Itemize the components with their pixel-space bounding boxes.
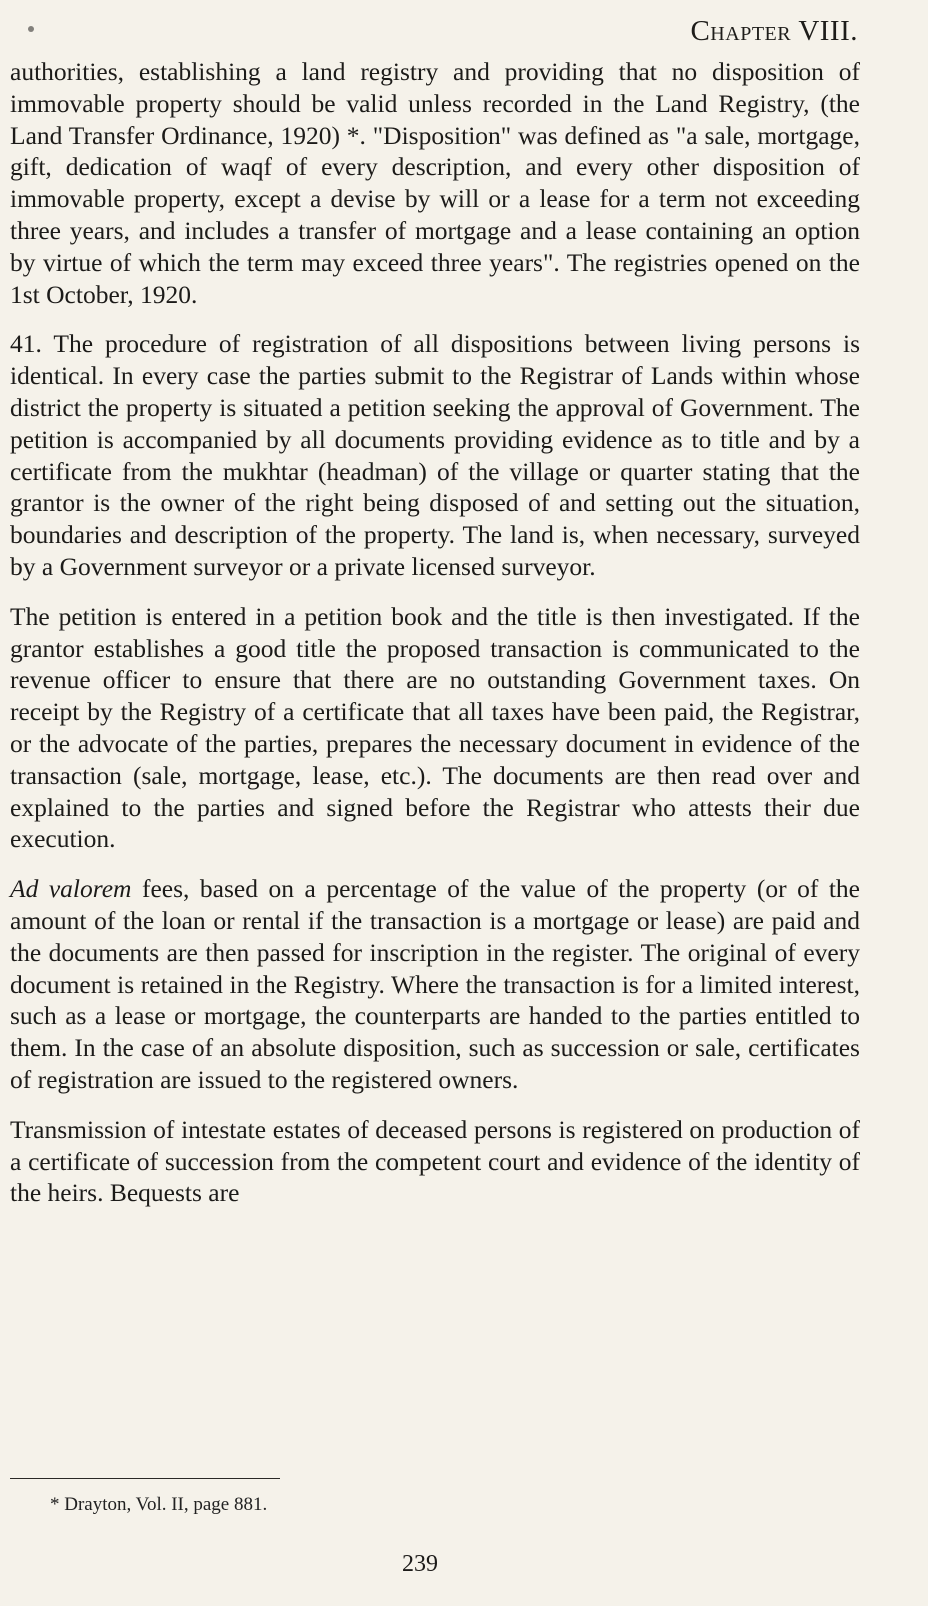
paragraph-text: Transmission of intestate estates of deceased persons is registered on production of a certificate of succession from the competent court and evidence of the identity of the heirs. Bequests are [10, 1114, 860, 1208]
paragraph-text: authorities, establishing a land registry and providing that no disposition of immovable property should be valid unless recorded in the Land Registry, (the Land Transfer Ordinance, 1920) *. "Disposition" was defined as "a sale, mortgage, gift, dedication of waqf of every description, and every other disposition of immovable property, except a devise by will or a lease for a term not exceeding three years, and includes a transfer of mortgage and a lease containing an option by virtue of which the term may exceed three years". The registries opened on the 1st October, 1920. [10, 57, 860, 309]
italic-lead: Ad valorem [10, 874, 132, 904]
footnote: * Drayton, Vol. II, page 881. [50, 1494, 268, 1515]
paragraph-41 [10, 328, 860, 582]
paragraph-petition [10, 601, 860, 855]
page-number: 239 [402, 1551, 438, 1577]
paragraph-fees [10, 873, 860, 1096]
paragraph-text: The petition is entered in a petition book and the title is then investigated. If the grantor establishes a good title the proposed transaction is communicated to the revenue officer to ensure that there are no outstanding Government taxes. On receipt by the Registry of a certificate that all taxes have been paid, the Registrar, or the advocate of the parties, prepares the necessary document in evidence of the transaction (sale, mortgage, lease, etc.). The documents are then read over and explained to the parties and signed before the Registrar who attests their due execution. [10, 601, 860, 854]
body-text [10, 56, 860, 1209]
paragraph-text: fees, based on a percentage of the value of the property (or of the amount of the loan or rental if the transaction is a mortgage or lease) are paid and the documents are then passed for inscription in the register. The original of every document is retained in the Registry. Where the transaction is for a limited interest, such as a lease or mortgage, the counterparts are handed to the parties entitled to them. In the case of an absolute disposition, such as succession or sale, certificates of registration are issued to the registered owners. [10, 874, 860, 1094]
stray-dot-mark [28, 26, 34, 32]
footnote-divider [10, 1478, 280, 1479]
paragraph-continuation [10, 56, 860, 310]
paragraph-text: 41. The procedure of registration of all dispositions between living persons is identical. In every case the parties submit to the Registrar of Lands within whose district the property is situated a petition seeking the approval of Government. The petition is accompanied by all documents providing evidence as to title and by a certificate from the mukhtar (headman) of the village or quarter stating that the grantor is the owner of the right being disposed of and setting out the situation, boundaries and description of the property. The land is, when necessary, surveyed by a Government surveyor or a private licensed surveyor. [10, 329, 860, 581]
chapter-header: Chapter VIII. [690, 15, 858, 47]
paragraph-transmission [10, 1114, 860, 1209]
